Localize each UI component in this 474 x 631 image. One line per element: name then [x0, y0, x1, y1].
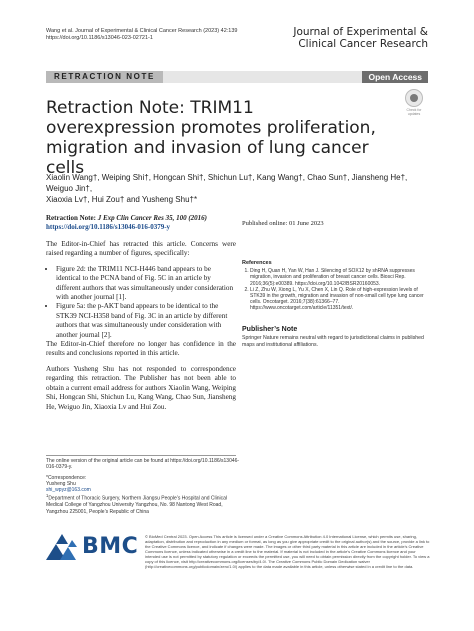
- publishers-note-section: [242, 327, 430, 348]
- references-heading: References: [242, 260, 272, 266]
- citation-doi-link[interactable]: https://doi.org/10.1186/s13046-023-02721-1: [46, 35, 153, 41]
- correspondence-name: Yusheng Shu: [46, 480, 76, 487]
- license-text: © BioMed Central 2023. Open Access This article is licensed under a Creative Commons Attribution 4.0 International License, which permits use, sharing, adaptation, distribution and reproduction in any medium or format, as long as you give appropriate credit to the original author(s) and the source, provide a link to the Creative Commons licence, and indicate if changes were made. The images or other third party material in this article are included in the article’s Creative Commons licence, unless indicated otherwise in a credit line to the material. If material is not included in the article’s Creative Commons licence and your intended use is not permitted by statutory regulation or exceeds the permitted use, you will need to obtain permission directly from the copyright holder. To view a copy of this licence, visit http://creativecommons.org/licenses/by/4.0/. The Creative Commons Public Domain Dedication waiver (http://creativecommons.org/publicdomain/zero/1.0/) applies to the data made available in this article, unless otherwise stated in a credit line to the data.: [145, 534, 430, 569]
- body-paragraph-3: Authors Yusheng Shu has not responded to correspondence regarding this retraction. The Publisher has not been able to obtain a current email address for authors Xiaolin Wang, Weiping Shi, Hongcan Shi, Shichun Lu, Kang Wang, Chao Sun, Jiansheng He, Weiguo Jin, Xiaoxia Lv and Hui Zou.: [46, 364, 236, 411]
- header-citation: [46, 28, 237, 42]
- published-online-date: Published online: 01 June 2023: [242, 220, 324, 227]
- references-list: [242, 268, 430, 311]
- retraction-label: Retraction Note:: [46, 214, 96, 222]
- author-line-2: Xiaoxia Lv†, Hui Zou† and Yusheng Shu†*: [46, 195, 198, 204]
- original-article-note: The online version of the original article can be found at https://doi.org/10.1186/s13046-016-0379-y.: [46, 458, 240, 471]
- check-updates-label: Check for updates: [406, 108, 422, 116]
- article-type-band: [46, 71, 428, 83]
- correspondence-email[interactable]: shi_wpyz@163.com: [46, 487, 91, 494]
- journal-name-line-1: Journal of Experimental &: [293, 26, 428, 38]
- concern-item: • Figure 5a: the p-AKT band appears to be identical to the STK39 NCI-H358 band of Fig. 3C in an article by different authors that was simultaneously under consideration with another journal [2].: [56, 302, 236, 340]
- article-type-label: RETRACTION NOTE: [46, 71, 163, 83]
- bmc-logo-icon: [46, 532, 80, 560]
- open-access-badge: Open Access: [362, 71, 428, 83]
- body-paragraph-2: The Editor-in-Chief therefore no longer has confidence in the results and conclusions reported in this article.: [46, 340, 236, 358]
- affiliation-text: Department of Thoracic Surgery, Northern Jiangsu People’s Hospital and Clinical Medical College of Yangzhou University Yangzhou, No. 98 Nantong West Road, Yangzhou 225001, People’s Republic of China: [46, 496, 228, 515]
- publishers-note-heading: Publisher’s Note: [242, 326, 298, 333]
- author-list: [46, 172, 428, 205]
- footnote-divider: [46, 455, 236, 456]
- bmc-logo: [46, 532, 138, 560]
- correspondence-label: *Correspondence:: [46, 474, 87, 481]
- concern-item: • Figure 2d: the TRIM11 NCI-H446 band appears to be identical to the PCNA band of Fig. 5C in an article by different authors that was simultaneously under consideration with another journal [1].: [56, 265, 236, 303]
- retraction-reference: [46, 214, 236, 232]
- journal-name-line-2: Clinical Cancer Research: [298, 38, 428, 50]
- article-body: [46, 240, 236, 418]
- concerns-list: [46, 265, 236, 340]
- footnotes: [46, 458, 242, 515]
- citation-line-1: Wang et al. Journal of Experimental & Clinical Cancer Research (2023) 42:139: [46, 28, 238, 34]
- article-title: Retraction Note: TRIM11 overexpression promotes proliferation, migration and invasion of lung cancer cells: [46, 98, 376, 178]
- affiliation-number: 1: [46, 493, 49, 499]
- retraction-journal: J Exp Clin Cancer Res 35, 100 (2016): [95, 214, 207, 222]
- bmc-logo-text: BMC: [82, 534, 139, 559]
- journal-name: [293, 26, 428, 50]
- reference-item: 1. Ding H, Quan H, Yan W, Han J. Silencing of SOX12 by shRNA suppresses migration, invasion and proliferation of breast cancer cells. Biosci Rep. 2016;36(5):e00389. https://doi.org/10.1042/BSR20160053.: [250, 268, 430, 287]
- retraction-doi-link[interactable]: https://doi.org/10.1186/s13046-016-0379-y: [46, 223, 171, 231]
- publishers-note-text: Springer Nature remains neutral with regard to jurisdictional claims in published maps and institutional affiliations.: [242, 335, 424, 348]
- check-updates-icon: [405, 89, 423, 107]
- author-line-1: Xiaolin Wang†, Weiping Shi†, Hongcan Shi†, Shichun Lu†, Kang Wang†, Chao Sun†, Jiansheng He†, Weiguo Jin†,: [46, 173, 408, 193]
- check-for-updates-badge[interactable]: [403, 89, 425, 116]
- references-section: [242, 260, 430, 312]
- body-paragraph-1: The Editor-in-Chief has retracted this article. Concerns were raised regarding a number of figures, specifically:: [46, 240, 236, 258]
- reference-item: 2. Li Z, Zhu W, Xiong L, Yu X, Chen X, Lin Q. Role of high-expression levels of STK39 in the growth, migration and invasion of non-small cell type lung cancer cells. Oncotarget. 2016;7(38):61366–77. https://www.oncotarget.com/article/11351/text/.: [250, 287, 430, 312]
